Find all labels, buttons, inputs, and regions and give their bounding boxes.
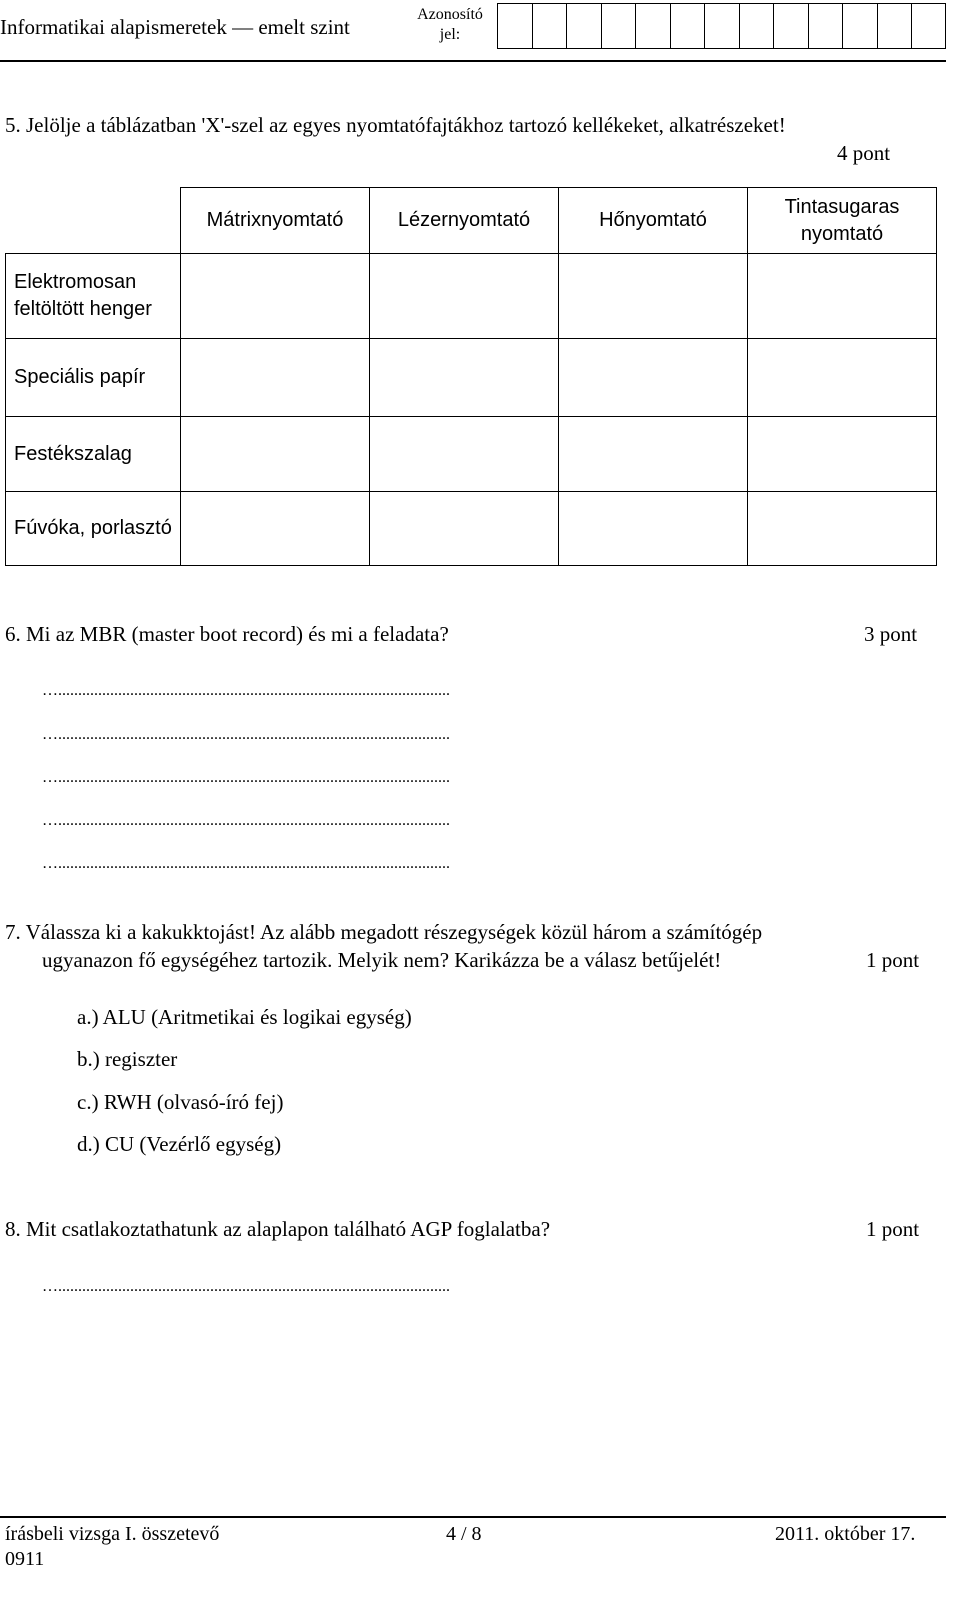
id-box[interactable] [842,3,877,49]
answer-cell[interactable] [559,417,748,492]
table-row [6,254,937,339]
option-b[interactable]: b.) regiszter [77,1047,178,1071]
table-row [6,492,937,566]
answer-cell[interactable] [181,417,370,492]
row-drum: Elektromosan feltöltött henger [6,254,181,339]
id-box[interactable] [773,3,808,49]
id-box[interactable] [877,3,912,49]
col-laser: Lézernyomtató [370,188,559,254]
footer-code: 0911 [5,1548,45,1570]
q5-points: 4 pont [837,141,891,165]
row-paper: Speciális papír [6,339,181,417]
col-matrix: Mátrixnyomtató [181,188,370,254]
footer-left: írásbeli vizsga I. összetevő [5,1523,220,1545]
col-inkjet: Tintasugaras nyomtató [748,188,937,254]
option-a[interactable]: a.) ALU (Aritmetikai és logikai egység) [77,1005,412,1029]
q7-text-line1: 7. Válassza ki a kakukktojást! Az alább megadott részegységek közül három a számítógép [5,920,763,944]
answer-cell[interactable] [370,254,559,339]
answer-line[interactable]: ….................................................................................................. [42,726,450,743]
answer-cell[interactable] [559,254,748,339]
id-box[interactable] [532,3,567,49]
answer-cell[interactable] [181,254,370,339]
row-nozzle: Fúvóka, porlasztó [6,492,181,566]
answer-line[interactable]: ….................................................................................................. [42,855,450,872]
option-d[interactable]: d.) CU (Vezérlő egység) [77,1132,282,1156]
option-c[interactable]: c.) RWH (olvasó-író fej) [77,1090,284,1114]
row-ribbon: Festékszalag [6,417,181,492]
q6-points: 3 pont [864,622,918,646]
id-box[interactable] [497,3,532,49]
q5-text: 5. Jelölje a táblázatban 'X'-szel az egyes nyomtatófajtákhoz tartozó kellékeket, alkatrészeket! [5,113,786,137]
q7-points: 1 pont [866,948,920,972]
q8-points: 1 pont [866,1217,920,1241]
answer-line[interactable]: ….................................................................................................. [42,812,450,829]
footer-date: 2011. október 17. [775,1523,916,1545]
corner-cell [6,188,181,254]
footer-page: 4 / 8 [446,1523,482,1545]
answer-cell[interactable] [370,417,559,492]
id-box[interactable] [566,3,601,49]
answer-cell[interactable] [181,339,370,417]
answer-cell[interactable] [748,417,937,492]
answer-line[interactable]: ….................................................................................................. [42,1278,450,1295]
answer-cell[interactable] [559,492,748,566]
id-box[interactable] [601,3,636,49]
q7-text-line2: ugyanazon fő egységéhez tartozik. Melyik nem? Karikázza be a válasz betűjelét! [42,948,722,972]
answer-cell[interactable] [370,339,559,417]
header-rule [0,60,946,62]
header-title: Informatikai alapismeretek — emelt szint [0,15,350,39]
answer-cell[interactable] [748,254,937,339]
answer-cell[interactable] [181,492,370,566]
id-box[interactable] [670,3,705,49]
col-thermal: Hőnyomtató [559,188,748,254]
q8-text: 8. Mit csatlakoztathatunk az alaplapon található AGP foglalatba? [5,1217,551,1241]
answer-cell[interactable] [748,339,937,417]
table-row [6,417,937,492]
id-boxes[interactable] [497,3,946,49]
answer-cell[interactable] [748,492,937,566]
printer-table [5,187,937,566]
footer-rule [0,1516,946,1518]
table-header-row [6,188,937,254]
answer-line[interactable]: ….................................................................................................. [42,769,450,786]
id-box[interactable] [635,3,670,49]
table-row [6,339,937,417]
q6-text: 6. Mi az MBR (master boot record) és mi a feladata? [5,622,449,646]
answer-cell[interactable] [370,492,559,566]
answer-line[interactable]: ….................................................................................................. [42,682,450,699]
id-box[interactable] [704,3,739,49]
answer-cell[interactable] [559,339,748,417]
azonosito-label: Azonosító jel: [417,6,483,43]
id-box[interactable] [911,3,946,49]
id-box[interactable] [808,3,843,49]
id-box[interactable] [739,3,774,49]
